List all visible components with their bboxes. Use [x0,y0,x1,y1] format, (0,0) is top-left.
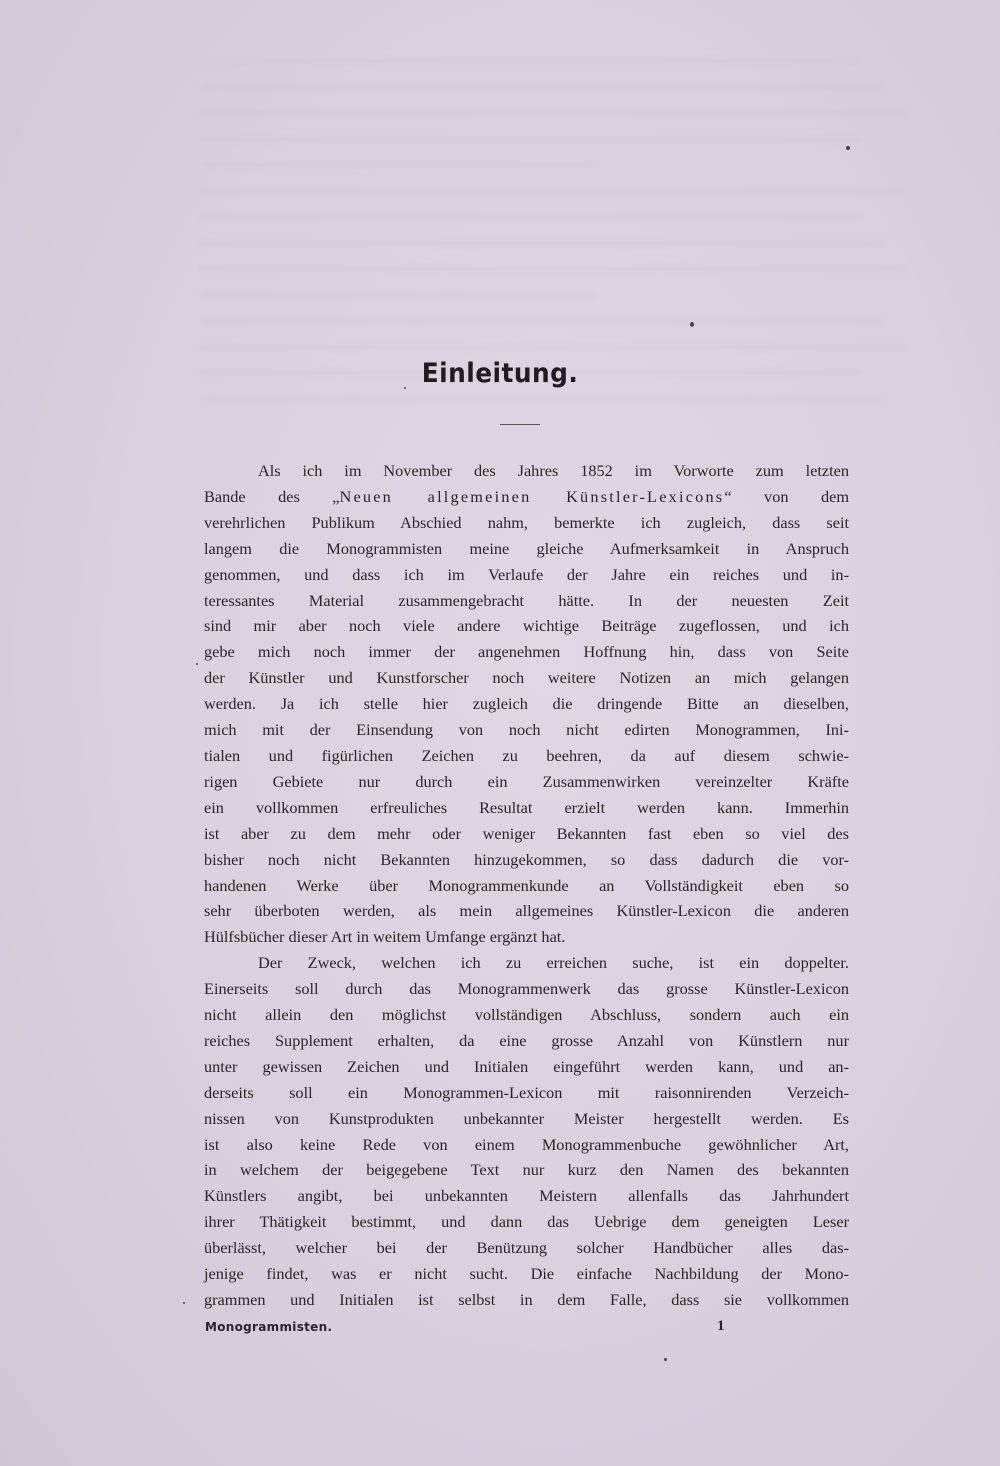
paragraph [204,950,849,1313]
text-line [204,873,849,899]
text-run: bisher noch nicht Bekannten hinzugekommen, so dass dadurch die vor- [204,849,849,869]
text-line [204,639,849,665]
paper-speck [690,322,694,327]
text-line [204,898,849,924]
ghost-line [200,320,884,322]
paragraph [204,458,849,950]
text-run: ein vollkommen erfreuliches Resultat erzielt werden kann. Immerhin [204,797,849,817]
paper-speck [183,1302,185,1304]
title-rule [500,424,540,425]
show-through-from-reverse [200,60,920,480]
text-line [204,717,849,743]
paper-speck [664,1358,667,1361]
text-line [204,847,849,873]
ghost-line [200,190,906,192]
text-line: Künstlers angibt, bei unbekannten Meistern allenfalls das Jahrhundert [204,1186,849,1206]
text-line [204,691,849,717]
text-run: der Künstler und Kunstforscher noch weitere Notizen an mich gelangen [204,668,849,688]
ghost-line [200,294,596,296]
text-line: ihrer Thätigkeit bestimmt, und dann das Uebrige dem geneigten Leser [204,1212,849,1232]
ghost-line [200,112,906,114]
text-line: Einerseits soll durch das Monogrammenwerk das grosse Künstler-Lexicon [204,979,849,999]
text-line: nissen von Kunstprodukten unbekannter Meister hergestellt werden. Es [204,1108,849,1128]
text-run: Als ich im November des Jahres 1852 im Vorworte zum letzten [258,461,849,480]
ghost-line [200,268,906,270]
text-run: genommen, und dass ich im Verlaufe der Jahre ein reiches und in- [204,564,849,584]
text-line [204,743,849,769]
text-line: jenige findet, was er nicht sucht. Die einfache Nachbildung der Mono- [204,1264,849,1284]
text-line [204,821,849,847]
text-run: verehrlichen Publikum Abschied nahm, bemerkte ich zugleich, dass seit [204,512,849,532]
page-footer [205,1320,765,1340]
text-run: sehr überboten werden, als mein allgemeines Künstler-Lexicon die anderen [204,901,849,921]
text-line: in welchem der beigegebene Text nur kurz den Namen des bekannten [204,1160,849,1180]
ghost-line [200,398,884,400]
text-run: tialen und figürlichen Zeichen zu beehren, da auf diesem schwie- [204,745,849,765]
paper-speck [404,387,406,389]
text-run: mich mit der Einsendung von noch nicht edirten Monogrammen, Ini- [204,720,849,740]
text-run: werden. Ja ich stelle hier zugleich die dringende Bitte an dieselben, [204,694,849,714]
ghost-line [200,164,596,166]
body-text [204,458,849,1313]
text-run: sind mir aber noch viele andere wichtige Beiträge zugeflossen, und ich [204,616,849,636]
text-line: derseits soll ein Monogrammen-Lexicon mit raisonnirenden Verzeich- [204,1082,849,1102]
text-line [204,510,849,536]
text-line: reiches Supplement erhalten, da eine grosse Anzahl von Künstlern nur [204,1030,849,1050]
text-line [204,458,849,484]
text-run: “ von dem [724,486,849,506]
text-run: rigen Gebiete nur durch ein Zusammenwirken vereinzelter Kräfte [204,771,849,791]
page-number: 1 [717,1318,725,1334]
spaced-book-title: Neuen allgemeinen Künstler-Lexicons [339,486,725,506]
text-run: teressantes Material zusammengebracht hätte. In der neuesten Zeit [204,590,849,610]
text-line [204,536,849,562]
paper-speck [196,663,198,665]
ghost-line [200,138,862,140]
text-line [204,795,849,821]
text-line: überlässt, welcher bei der Benützung solcher Handbücher alles das- [204,1238,849,1258]
signature-mark: Monogrammisten. [205,1320,333,1334]
text-run: handenen Werke über Monogrammenkunde an Vollständigkeit eben so [204,875,849,895]
paper-speck [846,146,850,150]
text-run: gebe mich noch immer der angenehmen Hoffnung hin, dass von Seite [204,642,849,662]
text-run: Bande des „ [204,486,340,506]
text-line: Der Zweck, welchen ich zu erreichen suche, ist ein doppelter. [258,953,849,973]
text-run: langem die Monogrammisten meine gleiche Aufmerksamkeit in Anspruch [204,538,849,558]
text-line [204,613,849,639]
ghost-line [200,86,884,88]
ghost-line [200,216,862,218]
page-title: Einleitung. [421,358,579,389]
text-line [204,484,849,510]
text-line [204,924,849,950]
text-line [204,562,849,588]
text-line: ist also keine Rede von einem Monogrammenbuche gewöhnlicher Art, [204,1134,849,1154]
ghost-line [200,346,906,348]
text-line: nicht allein den möglichst vollständigen Abschluss, sondern auch ein [204,1005,849,1025]
text-line [204,769,849,795]
ghost-line [200,242,884,244]
text-line [204,665,849,691]
text-line: grammen und Initialen ist selbst in dem Falle, dass sie vollkommen [204,1290,849,1309]
text-line: unter gewissen Zeichen und Initialen eingeführt werden kann, und an- [204,1056,849,1076]
text-run: ist aber zu dem mehr oder weniger Bekannten fast eben so viel des [204,823,849,843]
ghost-line [200,60,862,62]
text-line [204,588,849,614]
text-run: Hülfsbücher dieser Art in weitem Umfange ergänzt hat. [204,927,566,947]
